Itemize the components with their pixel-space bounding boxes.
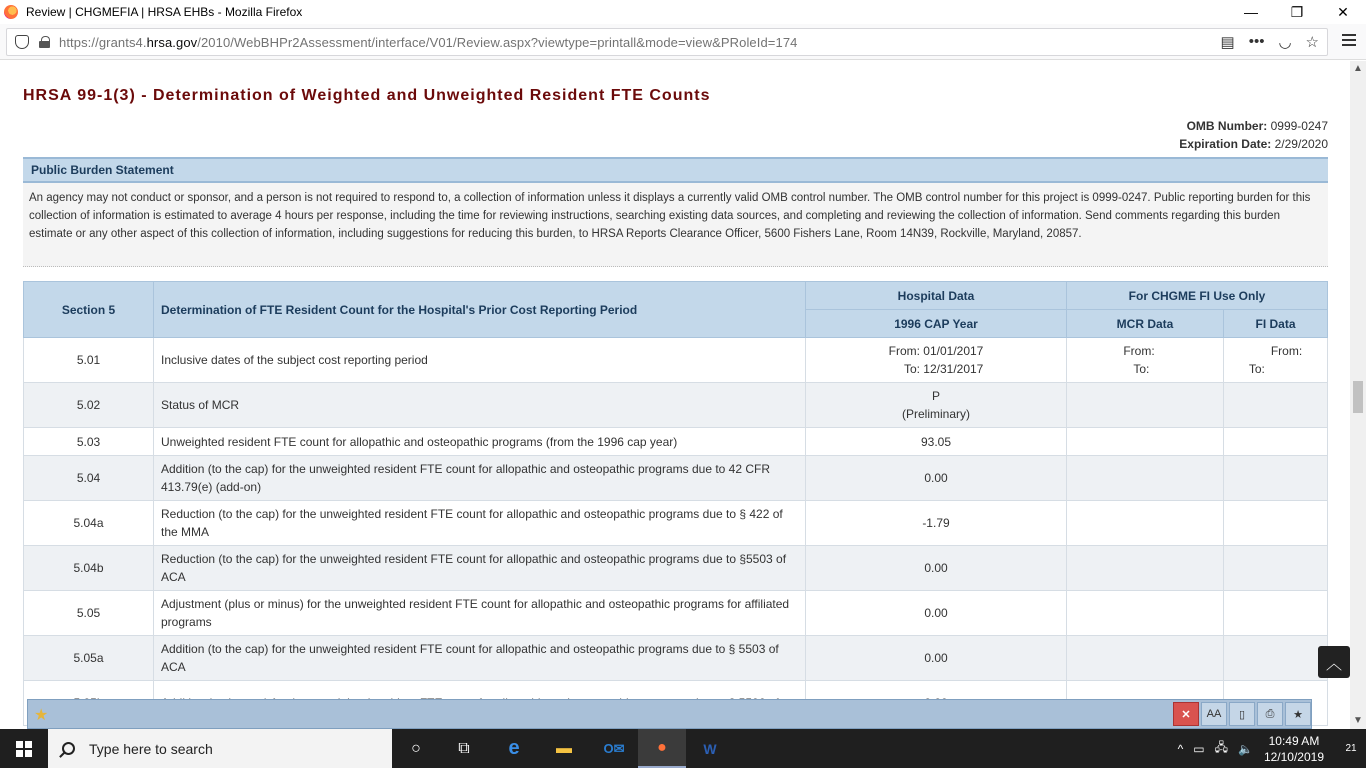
outlook-icon[interactable]: O✉ (603, 740, 625, 756)
window-title: Review | CHGMEFIA | HRSA EHBs - Mozilla Firefox (26, 5, 303, 19)
start-button[interactable] (0, 729, 48, 768)
favorite-star-icon[interactable]: ★ (34, 707, 49, 724)
print-button[interactable]: ⎙ (1257, 702, 1283, 726)
col-cap-year: 1996 CAP Year (806, 310, 1067, 338)
omb-number-value: 0999-0247 (1267, 119, 1328, 133)
col-description: Determination of FTE Resident Count for the Hospital's Prior Cost Reporting Period (154, 282, 806, 338)
col-section: Section 5 (24, 282, 154, 338)
restore-button[interactable]: ❐ (1290, 3, 1304, 20)
windows-logo-icon (16, 741, 32, 757)
chevron-up-icon: ︿ (1325, 655, 1342, 673)
close-toolbar-button[interactable]: ✕ (1173, 702, 1199, 726)
lock-icon[interactable] (39, 36, 50, 48)
system-tray (1173, 729, 1366, 768)
table-row: 5.03 Unweighted resident FTE count for allopathic and osteopathic programs (from the 1996 cap year) 93.05 (24, 428, 1328, 456)
clock[interactable]: 10:49 AM 12/10/2019 (1263, 733, 1324, 764)
scroll-up-arrow-icon[interactable]: ▲ (1353, 63, 1363, 74)
task-view-icon[interactable]: ⧉ (458, 739, 470, 757)
minimize-button[interactable]: — (1244, 4, 1258, 20)
notification-icon[interactable]: 21 (1345, 743, 1357, 754)
omb-number-label: OMB Number: (1186, 119, 1268, 133)
edge-icon[interactable]: e (508, 737, 520, 759)
table-row: 5.04b Reduction (to the cap) for the unweighted resident FTE count for allopathic and osteopathic programs due to §5503 of ACA 0.00 (24, 546, 1328, 591)
pocket-icon[interactable]: ◡ (1278, 34, 1292, 51)
back-to-top-button[interactable] (1318, 646, 1350, 678)
table-row: 5.04a Reduction (to the cap) for the unweighted resident FTE count for allopathic and osteopathic programs due to § 422 of the MMA -1.79 (24, 501, 1328, 546)
cortana-icon[interactable]: ○ (411, 739, 421, 757)
fte-table (23, 281, 1328, 726)
page-view-button[interactable]: ▯ (1229, 702, 1255, 726)
table-row: 5.01 Inclusive dates of the subject cost reporting period From: 01/01/2017 To: 12/31/2017 From: To: From: To: (24, 338, 1328, 383)
close-button[interactable]: ✕ (1337, 3, 1349, 20)
public-burden-heading: Public Burden Statement (23, 157, 1328, 183)
window-titlebar (0, 0, 1366, 24)
chevron-up-icon[interactable]: ^ (1177, 741, 1184, 756)
network-icon[interactable]: 🖧 (1214, 740, 1228, 754)
public-burden-text: An agency may not conduct or sponsor, and a person is not required to respond to, a collection of information unless it displays a currently valid OMB control number. The OMB control number for this project is 0999-0247. Public reporting burden for this collection of information is estimated to average 4 hours per response, including the time for reviewing instructions, searching existing data sources, and completing and reviewing the collection of information. Send comments regarding this burden estimate or any other aspect of this collection of information, including suggestions for reducing this burden, to HRSA Reports Clearance Officer, 5600 Fishers Lane, Room 14N39, Rockville, Maryland, 20857. (23, 183, 1328, 267)
scrollbar-thumb[interactable] (1353, 381, 1363, 413)
word-icon[interactable]: W (703, 740, 717, 757)
search-placeholder[interactable]: Type here to search (89, 740, 213, 757)
table-row: 5.05a Addition (to the cap) for the unweighted resident FTE count for allopathic and osteopathic programs due to § 5503 of ACA 0.00 (24, 636, 1328, 681)
volume-icon[interactable]: 🔈 (1237, 741, 1253, 756)
expiration-value: 2/29/2020 (1271, 137, 1328, 151)
windows-taskbar (0, 729, 1366, 768)
table-row: 5.05 Adjustment (plus or minus) for the unweighted resident FTE count for allopathic and osteopathic programs for affiliated programs 0.00 (24, 591, 1328, 636)
file-explorer-icon[interactable]: ▬ (556, 739, 572, 757)
page-content (0, 61, 1350, 729)
url-text[interactable]: https://grants4.hrsa.gov/2010/WebBHPr2Assessment/interface/V01/Review.aspx?viewtype=printall&mode=view&PRoleId=174 (59, 34, 798, 50)
reader-view-icon[interactable]: ▤ (1220, 34, 1235, 51)
font-size-button[interactable]: AA (1201, 702, 1227, 726)
scroll-down-arrow-icon[interactable]: ▼ (1353, 715, 1363, 726)
table-row: 5.02 Status of MCR P (Preliminary) (24, 383, 1328, 428)
page-actions-icon[interactable]: ••• (1248, 33, 1265, 50)
omb-info (1179, 117, 1328, 153)
menu-icon[interactable] (1342, 34, 1356, 46)
table-row: 5.04 Addition (to the cap) for the unweighted resident FTE count for allopathic and osteopathic programs due to 42 CFR 413.79(e) (add-on) 0.00 (24, 456, 1328, 501)
col-hospital-data: Hospital Data (806, 282, 1067, 310)
bookmark-button[interactable]: ★ (1285, 702, 1311, 726)
search-icon (62, 742, 75, 755)
address-bar[interactable] (6, 28, 1328, 56)
tracking-protection-icon[interactable] (15, 35, 29, 49)
col-fi-use-only: For CHGME FI Use Only (1067, 282, 1328, 310)
expiration-label: Expiration Date: (1179, 137, 1272, 151)
firefox-taskbar-icon[interactable]: ● (638, 729, 686, 768)
page-title: HRSA 99-1(3) - Determination of Weighted and Unweighted Resident FTE Counts (23, 87, 711, 104)
battery-icon[interactable]: ▭ (1193, 741, 1205, 756)
navigation-bar (0, 24, 1366, 60)
bookmark-star-icon[interactable]: ☆ (1305, 34, 1319, 51)
vertical-scrollbar[interactable] (1350, 61, 1366, 729)
col-mcr-data: MCR Data (1067, 310, 1224, 338)
col-fi-data: FI Data (1224, 310, 1328, 338)
firefox-icon (4, 5, 18, 19)
page-toolbar (27, 699, 1312, 729)
taskbar-search[interactable] (48, 729, 392, 768)
